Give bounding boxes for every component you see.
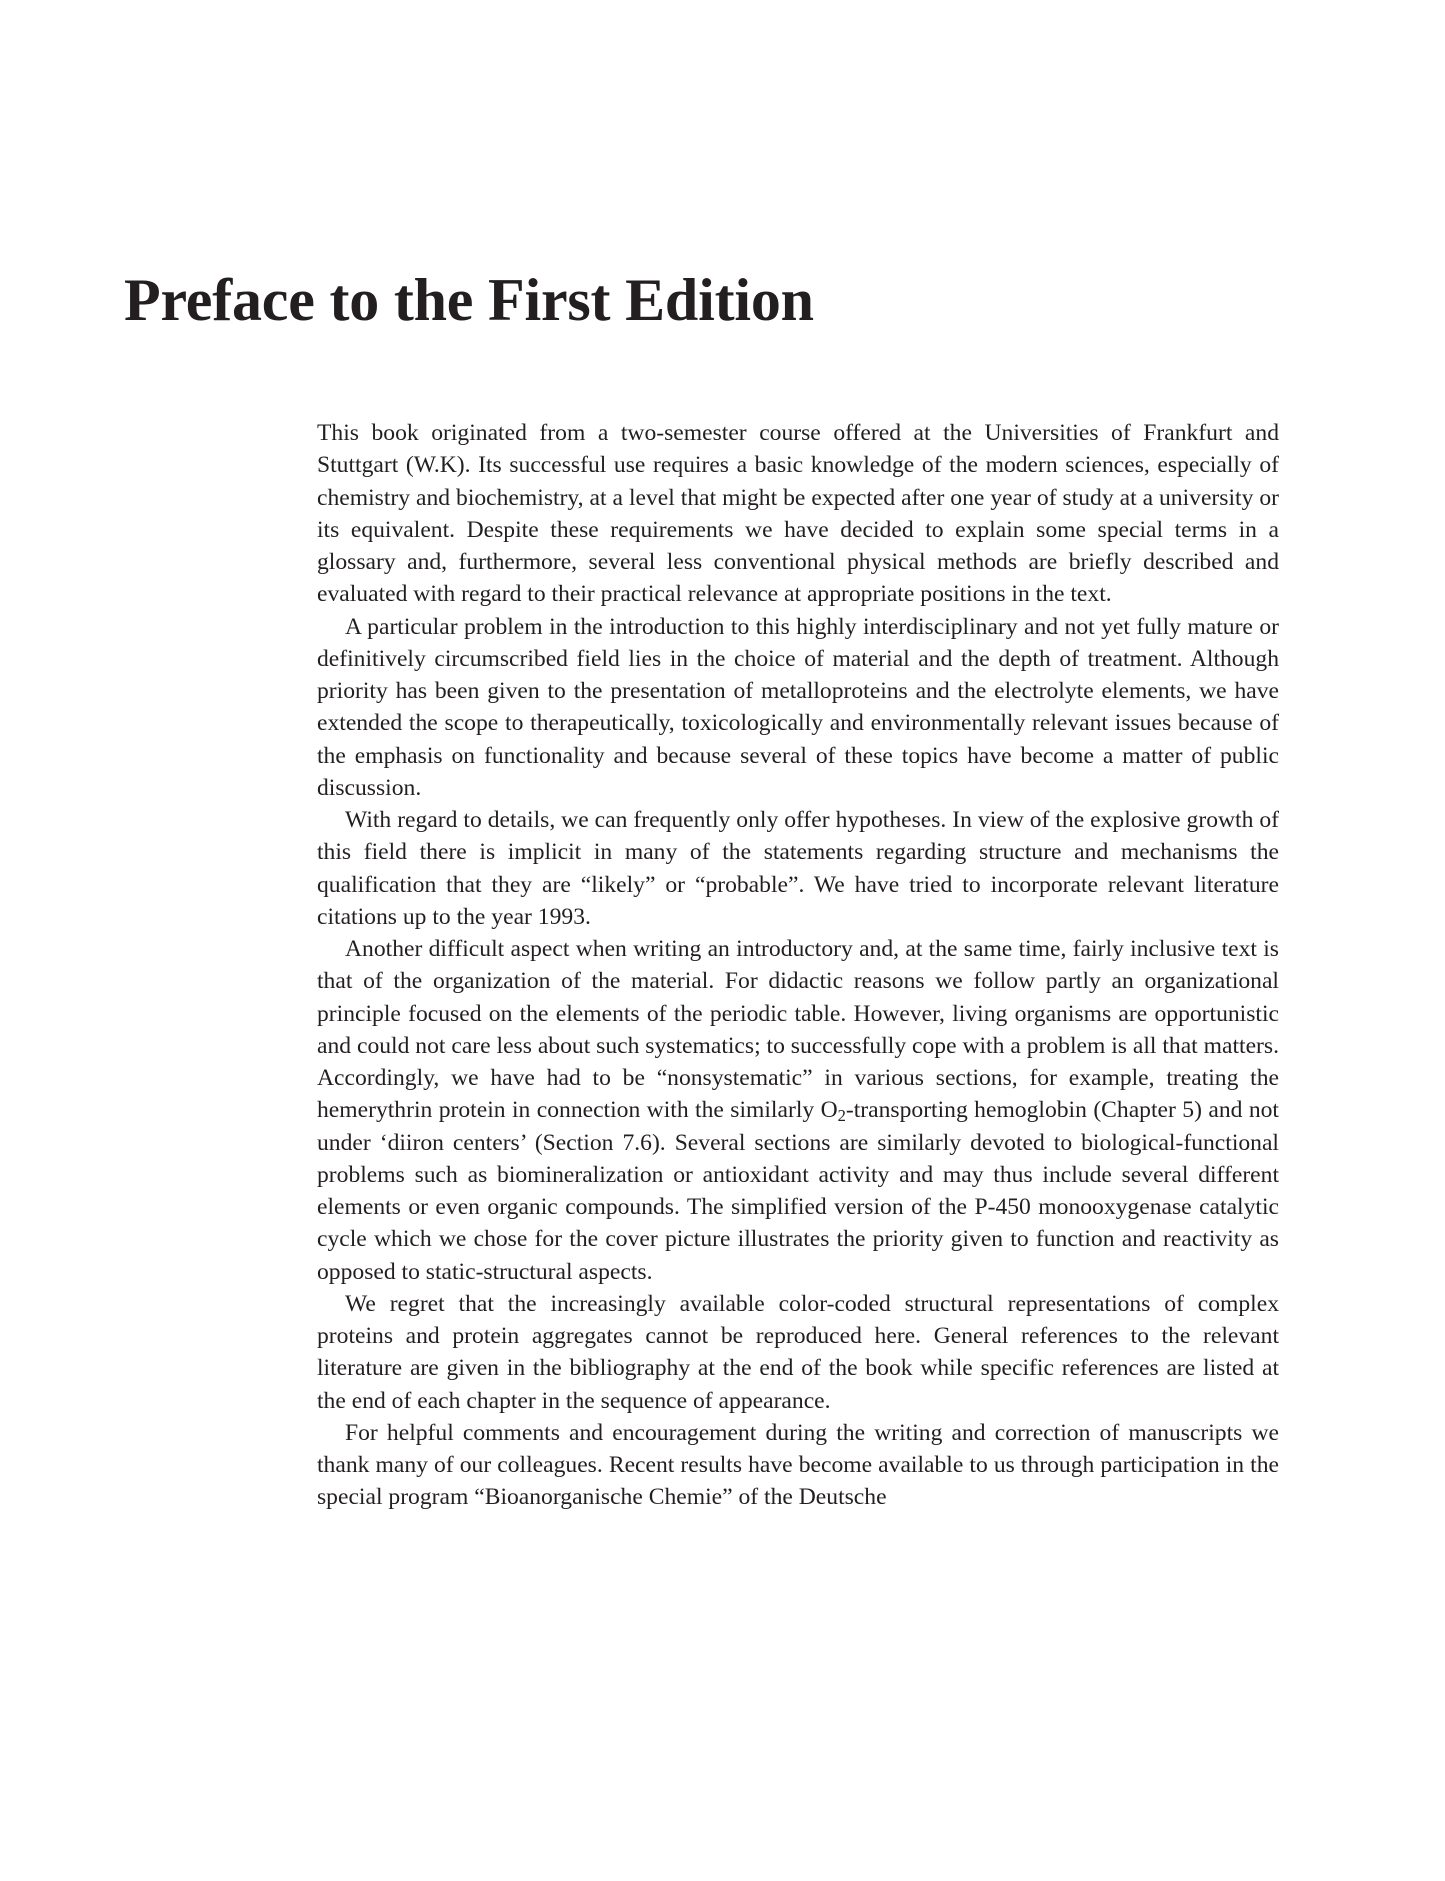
paragraph-1 (317, 417, 1279, 611)
paragraph-5 (317, 1288, 1279, 1417)
subscript: 2 (837, 1106, 846, 1126)
preface-body (317, 417, 1279, 1514)
paragraph-text: A particular problem in the introduction to this highly interdisciplinary and not yet fully mature or definitively circumscribed field lies in the choice of material and the depth of treatment. Although priority has been given to the presentation of metalloproteins and the electrolyte elements, we have extended the scope to therapeutically, toxicologically and environmentally relevant issues because of the emphasis on functionality and because several of these topics have become a matter of public discussion. (317, 613, 1279, 801)
paragraph-text: Another difficult aspect when writing an introductory and, at the same time, fairly inclusive text is that of the organization of the material. For didactic reasons we follow partly an organizational principle focused on the elements of the periodic table. However, living organisms are opportunistic and could not care less about such systematics; to successfully cope with a problem is all that matters. Accordingly, we have had to be “nonsystematic” in various sections, for example, treating the hemerythrin protein in connection with the similarly O (317, 936, 1279, 1124)
paragraph-text: This book originated from a two-semester course offered at the Universities of Frankfurt and Stuttgart (W.K). Its successful use requires a basic knowledge of the modern sciences, especially of chemistry and biochemistry, at a level that might be expected after one year of study at a university or its equivalent. Despite these requirements we have decided to explain some special terms in a glossary and, furthermore, several less conventional physical methods are briefly described and evaluated with regard to their practical relevance at appropriate positions in the text. (317, 420, 1279, 608)
paragraph-6 (317, 1417, 1279, 1514)
paragraph-3 (317, 804, 1279, 933)
paragraph-text: For helpful comments and encouragement during the writing and correction of manuscripts we thank many of our colleagues. Recent results have become available to us through participation in the special program “Bioanorganische Chemie” of the Deutsche (317, 1419, 1279, 1511)
page-title: Preface to the First Edition (124, 267, 814, 333)
paragraph-2 (317, 611, 1279, 805)
paragraph-text: -transporting hemoglobin (Chapter 5) and not under ‘diiron centers’ (Section 7.6). Several sections are similarly devoted to biological-functional problems such as biomineralization or antioxidant activity and may thus include several different elements or even organic compounds. The simplified version of the P-450 monooxygenase catalytic cycle which we chose for the cover picture illustrates the priority given to function and reactivity as opposed to static-structural aspects. (317, 1097, 1279, 1285)
paragraph-text: With regard to details, we can frequently only offer hypotheses. In view of the explosive growth of this field there is implicit in many of the statements regarding structure and mechanisms the qualification that they are “likely” or “probable”. We have tried to incorporate relevant literature citations up to the year 1993. (317, 807, 1279, 930)
paragraph-text: We regret that the increasingly available color-coded structural representations of complex proteins and protein aggregates cannot be reproduced here. General references to the relevant literature are given in the bibliography at the end of the book while specific references are listed at the end of each chapter in the sequence of appearance. (317, 1290, 1279, 1414)
paragraph-4 (317, 933, 1279, 1288)
